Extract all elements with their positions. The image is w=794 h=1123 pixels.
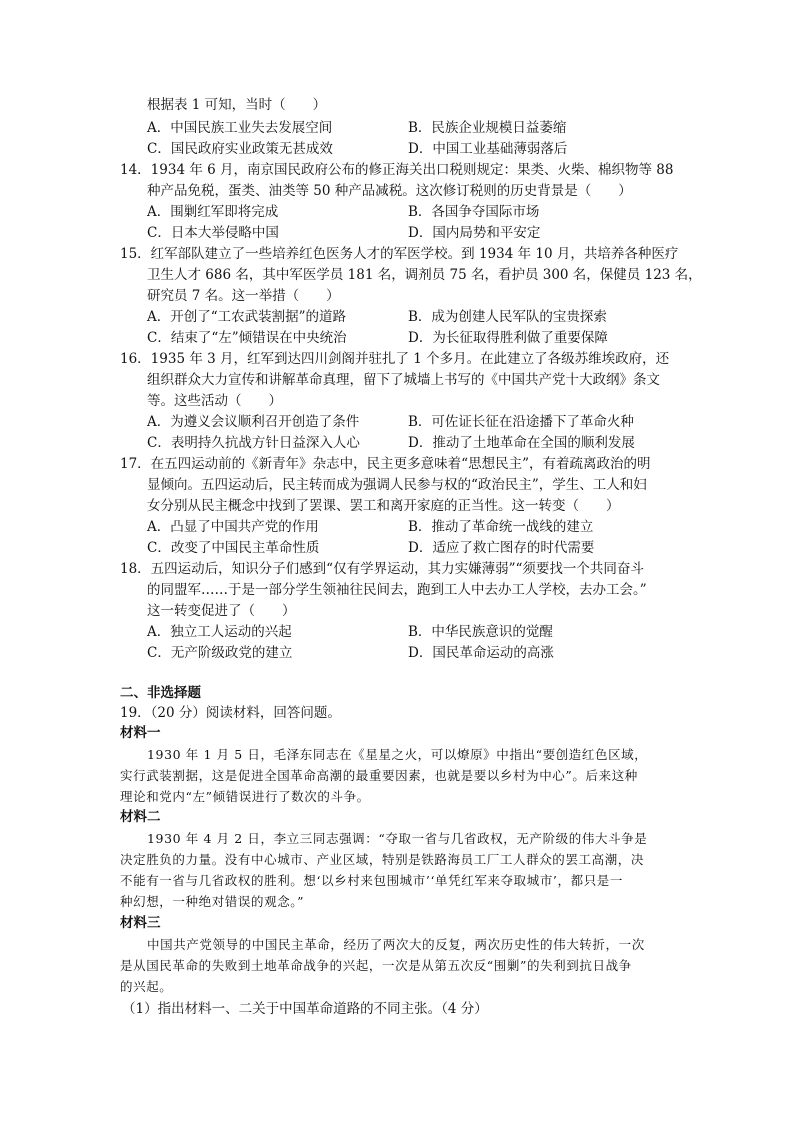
q13-option-a[interactable]: A．中国民族工业失去发展空间 (147, 120, 333, 136)
q18-stem-line-1: 18．五四运动后，知识分子们感到“仅有学界运动，其力实嫌薄弱”“须要找一个共同奋斗 (120, 561, 644, 577)
material-1-title: 材料一 (120, 725, 161, 741)
q17-stem-line-3: 女分别从民主概念中找到了罢课、罢工和离开家庭的正当性。这一转变（ ） (147, 498, 620, 514)
material-1-line-1: 1930 年 1 月 5 日，毛泽东同志在《星星之火，可以燎原》中指出“要创造红色区域， (147, 747, 648, 762)
q15-option-c[interactable]: C．结束了“左”倾错误在中央统治 (147, 330, 347, 346)
q15-stem-line-1: 15．红军部队建立了一些培养红色医务人才的军医学校。到 1934 年 10 月，共培养各种医疗 (120, 246, 679, 262)
q17-option-a[interactable]: A．凸显了中国共产党的作用 (147, 519, 319, 535)
q16-option-c[interactable]: C．表明持久抗战方针日益深入人心 (147, 435, 360, 451)
q19-subquestion-1: （1）指出材料一、二关于中国革命道路的不同主张。（4 分） (122, 1001, 488, 1017)
material-2-line-2: 决定胜负的力量。没有中心城市、产业区域，特别是铁路海员工厂工人群众的罢工高潮，决 (120, 852, 645, 867)
q14-option-c[interactable]: C．日本大举侵略中国 (147, 225, 279, 241)
q15-option-d[interactable]: D．为长征取得胜利做了重要保障 (408, 330, 608, 346)
material-2-line-4: 种幻想，一种绝对错误的观念。” (120, 894, 305, 909)
material-2-line-1: 1930 年 4 月 2 日，李立三同志强调：“夺取一省与几省政权，无产阶级的伟大斗争是 (147, 831, 648, 846)
material-1-line-3: 理论和党内“左”倾错误进行了数次的斗争。 (120, 789, 370, 804)
q17-option-b[interactable]: B．推动了革命统一战线的建立 (408, 519, 594, 535)
q16-option-d[interactable]: D．推动了土地革命在全国的顺利发展 (408, 435, 635, 451)
q18-stem-line-2: 的同盟军……于是一部分学生领袖往民间去，跑到工人中去办工人学校，去办工会。” (147, 582, 647, 598)
q15-option-a[interactable]: A．开创了“工农武装割据”的道路 (147, 309, 347, 325)
q15-stem-line-2: 卫生人才 686 名，其中军医学员 181 名，调剂员 75 名，看护员 300 名，保健员 123 名， (147, 267, 702, 283)
q16-option-b[interactable]: B．可佐证长征在沿途播下了革命火种 (408, 414, 634, 430)
q13-option-b[interactable]: B．民族企业规模日益萎缩 (408, 120, 567, 136)
q18-option-b[interactable]: B．中华民族意识的觉醒 (408, 624, 553, 640)
material-1-line-2: 实行武装割据，这是促进全国革命高潮的最重要因素，也就是要以乡村为中心”。后来这种 (120, 768, 638, 783)
q15-option-b[interactable]: B．成为创建人民军队的宝贵探索 (408, 309, 607, 325)
q13-option-c[interactable]: C．国民政府实业政策无甚成效 (147, 141, 333, 157)
material-3-line-3: 的兴起。 (120, 979, 173, 994)
q14-option-d[interactable]: D．国内局势和平安定 (408, 225, 541, 241)
q18-option-a[interactable]: A．独立工人运动的兴起 (147, 624, 292, 640)
q13-stem-tail: 根据表 1 可知，当时（ ） (147, 97, 327, 113)
q13-option-d[interactable]: D．中国工业基础薄弱落后 (408, 141, 568, 157)
material-3-line-1: 中国共产党领导的中国民主革命，经历了两次大的反复，两次历史性的伟大转折，一次 (147, 937, 645, 952)
q18-option-d[interactable]: D．国民革命运动的高涨 (408, 645, 554, 661)
q16-stem-line-3: 等。这些活动（ ） (147, 393, 282, 409)
q17-option-c[interactable]: C．改变了中国民主革命性质 (147, 540, 320, 556)
q17-option-d[interactable]: D．适应了救亡图存的时代需要 (408, 540, 595, 556)
q17-stem-line-1: 17．在五四运动前的《新青年》杂志中，民主更多意味着“思想民主”，有着疏离政治的明 (120, 456, 651, 472)
q17-stem-line-2: 显倾向。五四运动后，民主转而成为强调人民参与权的“政治民主”，学生、工人和妇 (147, 477, 647, 493)
q15-stem-line-3: 研究员 7 名。这一举措（ ） (147, 288, 340, 304)
q18-option-c[interactable]: C．无产阶级政党的建立 (147, 645, 293, 661)
material-2-line-3: 不能有一省与几省政权的胜利。想‘以乡村来包围城市’‘单凭红军来夺取城市’，都只是一 (120, 873, 623, 888)
q14-option-a[interactable]: A．围剿红军即将完成 (147, 204, 279, 220)
q16-stem-line-1: 16．1935 年 3 月，红军到达四川剑阁并驻扎了 1 个多月。在此建立了各级苏维埃政府，还 (120, 351, 670, 367)
q14-option-b[interactable]: B．各国争夺国际市场 (408, 204, 540, 220)
q16-option-a[interactable]: A．为遵义会议顺利召开创造了条件 (147, 414, 360, 430)
q16-stem-line-2: 组织群众大力宣传和讲解革命真理，留下了城墙上书写的《中国共产党十大政纲》条文 (147, 372, 660, 388)
material-2-title: 材料二 (120, 809, 161, 825)
section-heading-non-choice: 二、非选择题 (120, 685, 201, 701)
q14-stem-line-1: 14．1934 年 6 月，南京国民政府公布的修正海关出口税则规定：果类、火柴、棉织物等 88 (120, 162, 674, 178)
q19-intro: 19．（20 分）阅读材料，回答问题。 (120, 705, 341, 721)
material-3-title: 材料三 (120, 915, 161, 931)
q18-stem-line-3: 这一转变促进了（ ） (147, 603, 296, 619)
q14-stem-line-2: 种产品免税，蛋类、油类等 50 种产品减税。这次修订税则的历史背景是（ ） (147, 183, 632, 199)
material-3-line-2: 是从国民革命的失败到土地革命战争的兴起，一次是从第五次反“围剿”的失利到抗日战争 (120, 958, 632, 973)
